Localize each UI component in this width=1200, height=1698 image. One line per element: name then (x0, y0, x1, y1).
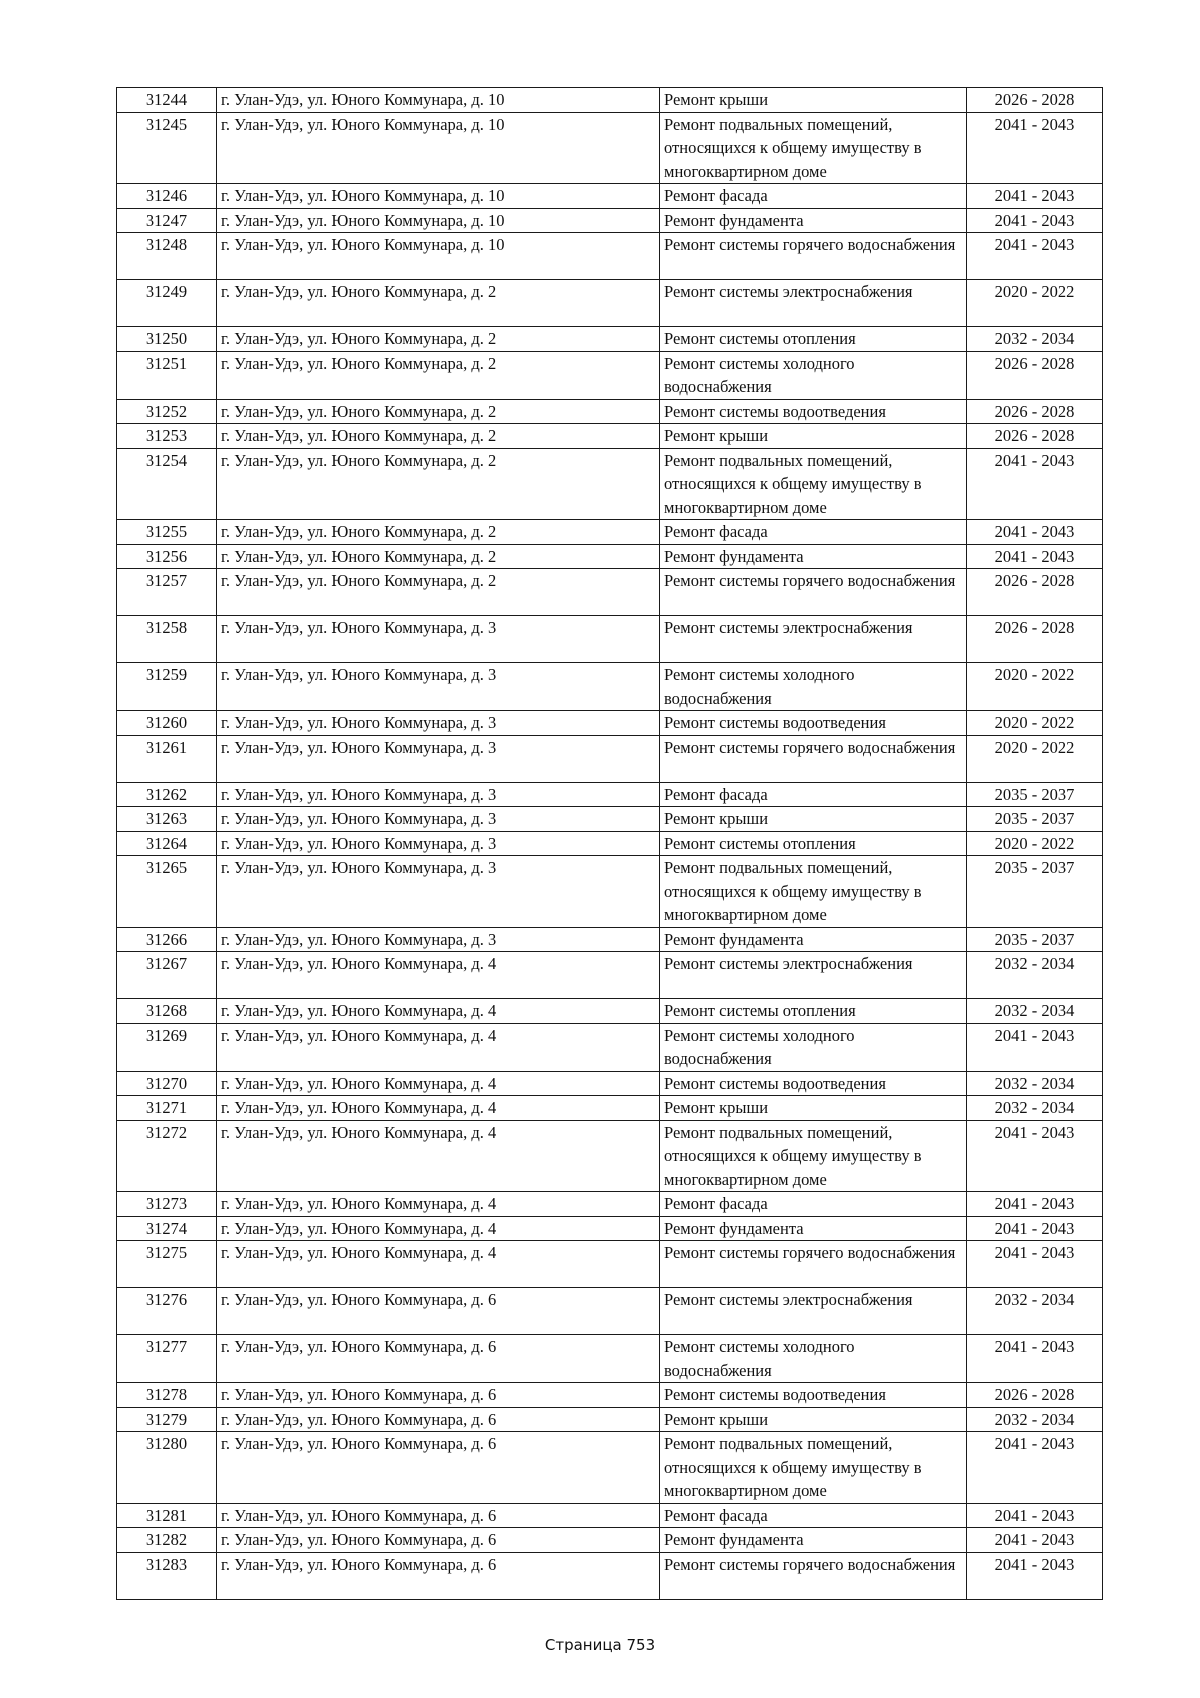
record-id-cell: 31270 (117, 1071, 217, 1096)
address-cell: г. Улан-Удэ, ул. Юного Коммунара, д. 6 (217, 1383, 660, 1408)
period-cell: 2032 - 2034 (967, 952, 1103, 999)
table-row (117, 807, 1103, 832)
record-id-cell: 31263 (117, 807, 217, 832)
record-id-cell: 31252 (117, 399, 217, 424)
page-number: Страница 753 (544, 1636, 656, 1654)
record-id-cell: 31247 (117, 208, 217, 233)
period-cell: 2020 - 2022 (967, 663, 1103, 711)
work-type-cell: Ремонт системы водоотведения (660, 1071, 967, 1096)
period-cell: 2041 - 2043 (967, 1216, 1103, 1241)
table-body (117, 88, 1103, 1600)
table-row (117, 616, 1103, 663)
table-row (117, 327, 1103, 352)
work-type-cell: Ремонт системы горячего водоснабжения (660, 233, 967, 280)
record-id-cell: 31244 (117, 88, 217, 113)
address-cell: г. Улан-Удэ, ул. Юного Коммунара, д. 3 (217, 782, 660, 807)
table-row (117, 1407, 1103, 1432)
work-type-cell: Ремонт фасада (660, 184, 967, 209)
period-cell: 2041 - 2043 (967, 112, 1103, 184)
period-cell: 2041 - 2043 (967, 208, 1103, 233)
record-id-cell: 31279 (117, 1407, 217, 1432)
address-cell: г. Улан-Удэ, ул. Юного Коммунара, д. 2 (217, 424, 660, 449)
period-cell: 2026 - 2028 (967, 616, 1103, 663)
work-type-cell: Ремонт системы отопления (660, 999, 967, 1024)
table-row (117, 1216, 1103, 1241)
work-type-cell: Ремонт системы электроснабжения (660, 616, 967, 663)
table-row (117, 1023, 1103, 1071)
table-row (117, 856, 1103, 928)
period-cell: 2032 - 2034 (967, 1096, 1103, 1121)
work-type-cell: Ремонт системы электроснабжения (660, 1288, 967, 1335)
work-type-cell: Ремонт фундамента (660, 208, 967, 233)
address-cell: г. Улан-Удэ, ул. Юного Коммунара, д. 4 (217, 999, 660, 1024)
period-cell: 2032 - 2034 (967, 999, 1103, 1024)
table-row (117, 1241, 1103, 1288)
period-cell: 2041 - 2043 (967, 233, 1103, 280)
address-cell: г. Улан-Удэ, ул. Юного Коммунара, д. 4 (217, 1071, 660, 1096)
address-cell: г. Улан-Удэ, ул. Юного Коммунара, д. 4 (217, 1023, 660, 1071)
table-row (117, 831, 1103, 856)
address-cell: г. Улан-Удэ, ул. Юного Коммунара, д. 3 (217, 831, 660, 856)
period-cell: 2041 - 2043 (967, 520, 1103, 545)
record-id-cell: 31267 (117, 952, 217, 999)
table-row (117, 711, 1103, 736)
work-type-cell: Ремонт системы водоотведения (660, 399, 967, 424)
address-cell: г. Улан-Удэ, ул. Юного Коммунара, д. 6 (217, 1407, 660, 1432)
table-row (117, 1071, 1103, 1096)
address-cell: г. Улан-Удэ, ул. Юного Коммунара, д. 2 (217, 399, 660, 424)
period-cell: 2041 - 2043 (967, 1241, 1103, 1288)
table-row (117, 399, 1103, 424)
work-type-cell: Ремонт системы холодного водоснабжения (660, 1335, 967, 1383)
period-cell: 2032 - 2034 (967, 1407, 1103, 1432)
record-id-cell: 31265 (117, 856, 217, 928)
address-cell: г. Улан-Удэ, ул. Юного Коммунара, д. 10 (217, 233, 660, 280)
record-id-cell: 31259 (117, 663, 217, 711)
address-cell: г. Улан-Удэ, ул. Юного Коммунара, д. 10 (217, 88, 660, 113)
period-cell: 2026 - 2028 (967, 1383, 1103, 1408)
period-cell: 2026 - 2028 (967, 88, 1103, 113)
period-cell: 2041 - 2043 (967, 544, 1103, 569)
period-cell: 2041 - 2043 (967, 184, 1103, 209)
record-id-cell: 31282 (117, 1528, 217, 1553)
record-id-cell: 31272 (117, 1120, 217, 1192)
record-id-cell: 31268 (117, 999, 217, 1024)
record-id-cell: 31254 (117, 448, 217, 520)
table-row (117, 424, 1103, 449)
table-row (117, 1288, 1103, 1335)
table-row (117, 927, 1103, 952)
address-cell: г. Улан-Удэ, ул. Юного Коммунара, д. 4 (217, 1216, 660, 1241)
period-cell: 2041 - 2043 (967, 1552, 1103, 1599)
work-type-cell: Ремонт системы холодного водоснабжения (660, 663, 967, 711)
address-cell: г. Улан-Удэ, ул. Юного Коммунара, д. 3 (217, 927, 660, 952)
period-cell: 2032 - 2034 (967, 327, 1103, 352)
period-cell: 2041 - 2043 (967, 1023, 1103, 1071)
work-type-cell: Ремонт крыши (660, 1407, 967, 1432)
table-row (117, 1192, 1103, 1217)
period-cell: 2041 - 2043 (967, 1432, 1103, 1504)
period-cell: 2041 - 2043 (967, 1335, 1103, 1383)
work-type-cell: Ремонт подвальных помещений, относящихся к общему имуществу в многоквартирном доме (660, 448, 967, 520)
record-id-cell: 31271 (117, 1096, 217, 1121)
work-type-cell: Ремонт системы водоотведения (660, 1383, 967, 1408)
work-type-cell: Ремонт крыши (660, 88, 967, 113)
record-id-cell: 31257 (117, 569, 217, 616)
address-cell: г. Улан-Удэ, ул. Юного Коммунара, д. 6 (217, 1528, 660, 1553)
work-type-cell: Ремонт подвальных помещений, относящихся к общему имуществу в многоквартирном доме (660, 856, 967, 928)
address-cell: г. Улан-Удэ, ул. Юного Коммунара, д. 6 (217, 1552, 660, 1599)
table-row (117, 184, 1103, 209)
table-row (117, 663, 1103, 711)
record-id-cell: 31251 (117, 351, 217, 399)
address-cell: г. Улан-Удэ, ул. Юного Коммунара, д. 3 (217, 856, 660, 928)
table-row (117, 233, 1103, 280)
record-id-cell: 31261 (117, 735, 217, 782)
table-row (117, 1432, 1103, 1504)
table-row (117, 112, 1103, 184)
table-row (117, 569, 1103, 616)
record-id-cell: 31278 (117, 1383, 217, 1408)
address-cell: г. Улан-Удэ, ул. Юного Коммунара, д. 6 (217, 1335, 660, 1383)
record-id-cell: 31248 (117, 233, 217, 280)
work-type-cell: Ремонт системы горячего водоснабжения (660, 735, 967, 782)
record-id-cell: 31277 (117, 1335, 217, 1383)
period-cell: 2035 - 2037 (967, 856, 1103, 928)
period-cell: 2041 - 2043 (967, 1503, 1103, 1528)
record-id-cell: 31258 (117, 616, 217, 663)
record-id-cell: 31260 (117, 711, 217, 736)
period-cell: 2032 - 2034 (967, 1071, 1103, 1096)
work-type-cell: Ремонт крыши (660, 807, 967, 832)
record-id-cell: 31281 (117, 1503, 217, 1528)
work-type-cell: Ремонт системы горячего водоснабжения (660, 569, 967, 616)
address-cell: г. Улан-Удэ, ул. Юного Коммунара, д. 6 (217, 1503, 660, 1528)
work-type-cell: Ремонт фасада (660, 782, 967, 807)
address-cell: г. Улан-Удэ, ул. Юного Коммунара, д. 4 (217, 952, 660, 999)
period-cell: 2020 - 2022 (967, 711, 1103, 736)
address-cell: г. Улан-Удэ, ул. Юного Коммунара, д. 2 (217, 327, 660, 352)
period-cell: 2026 - 2028 (967, 351, 1103, 399)
record-id-cell: 31280 (117, 1432, 217, 1504)
record-id-cell: 31253 (117, 424, 217, 449)
record-id-cell: 31249 (117, 280, 217, 327)
record-id-cell: 31256 (117, 544, 217, 569)
repair-schedule-table (116, 87, 1103, 1600)
period-cell: 2032 - 2034 (967, 1288, 1103, 1335)
table-row (117, 1335, 1103, 1383)
table-row (117, 1528, 1103, 1553)
record-id-cell: 31262 (117, 782, 217, 807)
table-row (117, 1096, 1103, 1121)
work-type-cell: Ремонт крыши (660, 1096, 967, 1121)
work-type-cell: Ремонт подвальных помещений, относящихся к общему имуществу в многоквартирном доме (660, 1432, 967, 1504)
period-cell: 2026 - 2028 (967, 424, 1103, 449)
period-cell: 2026 - 2028 (967, 569, 1103, 616)
work-type-cell: Ремонт системы холодного водоснабжения (660, 351, 967, 399)
period-cell: 2020 - 2022 (967, 735, 1103, 782)
address-cell: г. Улан-Удэ, ул. Юного Коммунара, д. 3 (217, 735, 660, 782)
address-cell: г. Улан-Удэ, ул. Юного Коммунара, д. 2 (217, 448, 660, 520)
record-id-cell: 31269 (117, 1023, 217, 1071)
table-row (117, 520, 1103, 545)
address-cell: г. Улан-Удэ, ул. Юного Коммунара, д. 2 (217, 351, 660, 399)
address-cell: г. Улан-Удэ, ул. Юного Коммунара, д. 2 (217, 520, 660, 545)
work-type-cell: Ремонт системы водоотведения (660, 711, 967, 736)
table-row (117, 1503, 1103, 1528)
record-id-cell: 31245 (117, 112, 217, 184)
period-cell: 2041 - 2043 (967, 1528, 1103, 1553)
address-cell: г. Улан-Удэ, ул. Юного Коммунара, д. 10 (217, 112, 660, 184)
period-cell: 2035 - 2037 (967, 807, 1103, 832)
record-id-cell: 31250 (117, 327, 217, 352)
work-type-cell: Ремонт крыши (660, 424, 967, 449)
work-type-cell: Ремонт системы электроснабжения (660, 280, 967, 327)
work-type-cell: Ремонт фундамента (660, 927, 967, 952)
period-cell: 2035 - 2037 (967, 927, 1103, 952)
address-cell: г. Улан-Удэ, ул. Юного Коммунара, д. 10 (217, 208, 660, 233)
record-id-cell: 31255 (117, 520, 217, 545)
address-cell: г. Улан-Удэ, ул. Юного Коммунара, д. 10 (217, 184, 660, 209)
work-type-cell: Ремонт фундамента (660, 1216, 967, 1241)
address-cell: г. Улан-Удэ, ул. Юного Коммунара, д. 4 (217, 1192, 660, 1217)
record-id-cell: 31283 (117, 1552, 217, 1599)
work-type-cell: Ремонт системы горячего водоснабжения (660, 1552, 967, 1599)
period-cell: 2020 - 2022 (967, 831, 1103, 856)
work-type-cell: Ремонт фасада (660, 1503, 967, 1528)
address-cell: г. Улан-Удэ, ул. Юного Коммунара, д. 2 (217, 280, 660, 327)
table-row (117, 952, 1103, 999)
work-type-cell: Ремонт фундамента (660, 544, 967, 569)
work-type-cell: Ремонт системы электроснабжения (660, 952, 967, 999)
work-type-cell: Ремонт системы отопления (660, 831, 967, 856)
address-cell: г. Улан-Удэ, ул. Юного Коммунара, д. 3 (217, 711, 660, 736)
period-cell: 2020 - 2022 (967, 280, 1103, 327)
address-cell: г. Улан-Удэ, ул. Юного Коммунара, д. 4 (217, 1120, 660, 1192)
table-row (117, 208, 1103, 233)
work-type-cell: Ремонт системы горячего водоснабжения (660, 1241, 967, 1288)
record-id-cell: 31264 (117, 831, 217, 856)
address-cell: г. Улан-Удэ, ул. Юного Коммунара, д. 2 (217, 569, 660, 616)
period-cell: 2041 - 2043 (967, 1192, 1103, 1217)
record-id-cell: 31266 (117, 927, 217, 952)
table-row (117, 1552, 1103, 1599)
table-row (117, 999, 1103, 1024)
table-row (117, 280, 1103, 327)
table-row (117, 735, 1103, 782)
address-cell: г. Улан-Удэ, ул. Юного Коммунара, д. 4 (217, 1096, 660, 1121)
work-type-cell: Ремонт подвальных помещений, относящихся к общему имуществу в многоквартирном доме (660, 1120, 967, 1192)
address-cell: г. Улан-Удэ, ул. Юного Коммунара, д. 6 (217, 1288, 660, 1335)
record-id-cell: 31276 (117, 1288, 217, 1335)
period-cell: 2035 - 2037 (967, 782, 1103, 807)
address-cell: г. Улан-Удэ, ул. Юного Коммунара, д. 6 (217, 1432, 660, 1504)
period-cell: 2026 - 2028 (967, 399, 1103, 424)
period-cell: 2041 - 2043 (967, 1120, 1103, 1192)
work-type-cell: Ремонт системы холодного водоснабжения (660, 1023, 967, 1071)
record-id-cell: 31246 (117, 184, 217, 209)
work-type-cell: Ремонт подвальных помещений, относящихся к общему имуществу в многоквартирном доме (660, 112, 967, 184)
table-row (117, 351, 1103, 399)
table-row (117, 1120, 1103, 1192)
address-cell: г. Улан-Удэ, ул. Юного Коммунара, д. 2 (217, 544, 660, 569)
record-id-cell: 31275 (117, 1241, 217, 1288)
record-id-cell: 31274 (117, 1216, 217, 1241)
work-type-cell: Ремонт фасада (660, 1192, 967, 1217)
work-type-cell: Ремонт системы отопления (660, 327, 967, 352)
record-id-cell: 31273 (117, 1192, 217, 1217)
table-row (117, 448, 1103, 520)
address-cell: г. Улан-Удэ, ул. Юного Коммунара, д. 3 (217, 807, 660, 832)
period-cell: 2041 - 2043 (967, 448, 1103, 520)
address-cell: г. Улан-Удэ, ул. Юного Коммунара, д. 3 (217, 663, 660, 711)
table-row (117, 1383, 1103, 1408)
work-type-cell: Ремонт фундамента (660, 1528, 967, 1553)
table-row (117, 88, 1103, 113)
address-cell: г. Улан-Удэ, ул. Юного Коммунара, д. 4 (217, 1241, 660, 1288)
address-cell: г. Улан-Удэ, ул. Юного Коммунара, д. 3 (217, 616, 660, 663)
table-row (117, 782, 1103, 807)
table-row (117, 544, 1103, 569)
work-type-cell: Ремонт фасада (660, 520, 967, 545)
